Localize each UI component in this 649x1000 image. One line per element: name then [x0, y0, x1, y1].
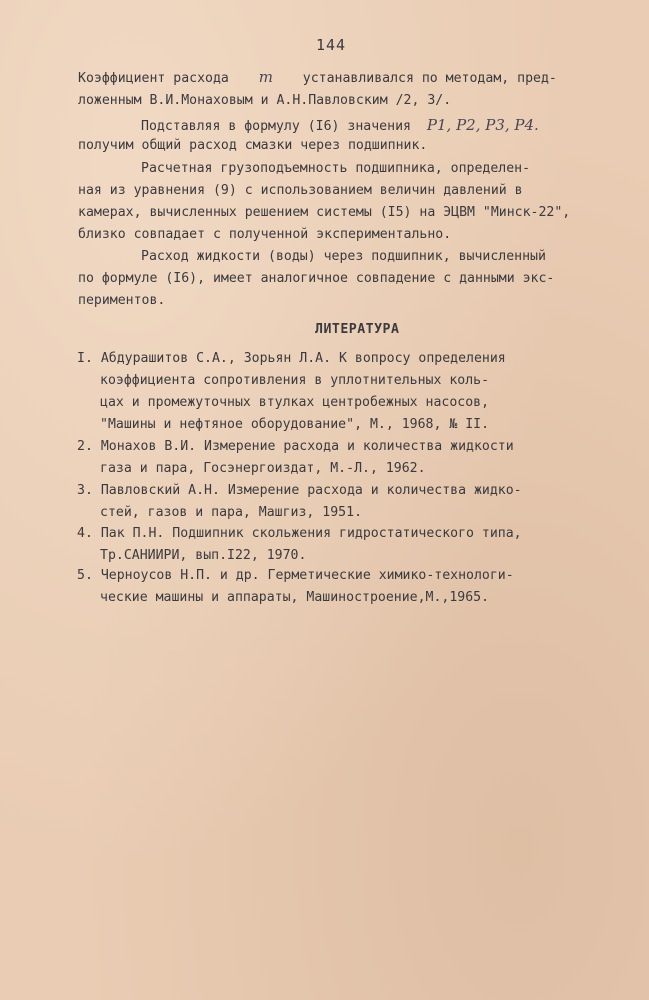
reference-4-line-1: 4. Пак П.Н. Подшипник скольжения гидростатического типа, [77, 526, 522, 541]
body-line-8: близко совпадает с полученной экспериментально. [78, 227, 452, 242]
symbol-m: m [258, 68, 273, 86]
body-line-1 [78, 68, 557, 88]
reference-2-line-1: 2. Монахов В.И. Измерение расхода и количества жидкости [77, 439, 514, 454]
page-number: 144 [316, 36, 347, 54]
reference-1-line-4: "Машины и нефтяное оборудование", М., 1968, № II. [100, 417, 490, 432]
reference-1-line-2: коэффициента сопротивления в уплотнительных коль- [100, 373, 490, 388]
body-line-1-end: устанавливался по методам, пред- [302, 71, 557, 86]
reference-5-line-1: 5. Черноусов Н.П. и др. Герметические химико-технологи- [77, 568, 514, 583]
body-line-3-start: Подставляя в формулу (I6) значения [141, 119, 411, 134]
reference-1 [77, 348, 597, 436]
references-heading: ЛИТЕРАТУРА [315, 322, 400, 337]
body-line-4: получим общий расход смазки через подшипник. [78, 138, 428, 153]
symbol-p-values: P1, P2, P3, P4. [426, 116, 539, 134]
reference-1-line-3: цах и промежуточных втулках центробежных насосов, [100, 395, 490, 410]
body-line-2: ложенным В.И.Монаховым и А.Н.Павловским /2, 3/. [78, 93, 452, 108]
reference-5 [77, 565, 597, 609]
reference-2-line-2: газа и пара, Госэнергоиздат, М.-Л., 1962. [100, 461, 426, 476]
body-line-5: Расчетная грузоподъемность подшипника, определен- [141, 161, 531, 176]
body-line-1-start: Коэффициент расхода [78, 71, 229, 86]
body-line-3 [141, 116, 539, 136]
reference-2 [77, 436, 597, 480]
reference-3-line-2: стей, газов и пара, Машгиз, 1951. [100, 505, 363, 520]
reference-3 [77, 480, 597, 524]
body-line-10: по формуле (I6), имеет аналогичное совпадение с данными экс- [78, 271, 555, 286]
body-line-9: Расход жидкости (воды) через подшипник, вычисленный [141, 249, 546, 264]
body-line-6: ная из уравнения (9) с использованием величин давлений в [78, 183, 523, 198]
body-line-11: периментов. [78, 293, 166, 308]
reference-4-line-2: Тр.САНИИРИ, вып.I22, 1970. [100, 548, 307, 563]
reference-1-line-1: I. Абдурашитов С.А., Зорьян Л.А. К вопросу определения [77, 351, 506, 366]
body-line-7: камерах, вычисленных решением системы (I5) на ЭЦВМ "Минск-22", [78, 205, 571, 220]
reference-4 [77, 523, 597, 567]
reference-5-line-2: ческие машины и аппараты, Машиностроение,М.,1965. [100, 590, 490, 605]
reference-3-line-1: 3. Павловский А.Н. Измерение расхода и количества жидко- [77, 483, 522, 498]
